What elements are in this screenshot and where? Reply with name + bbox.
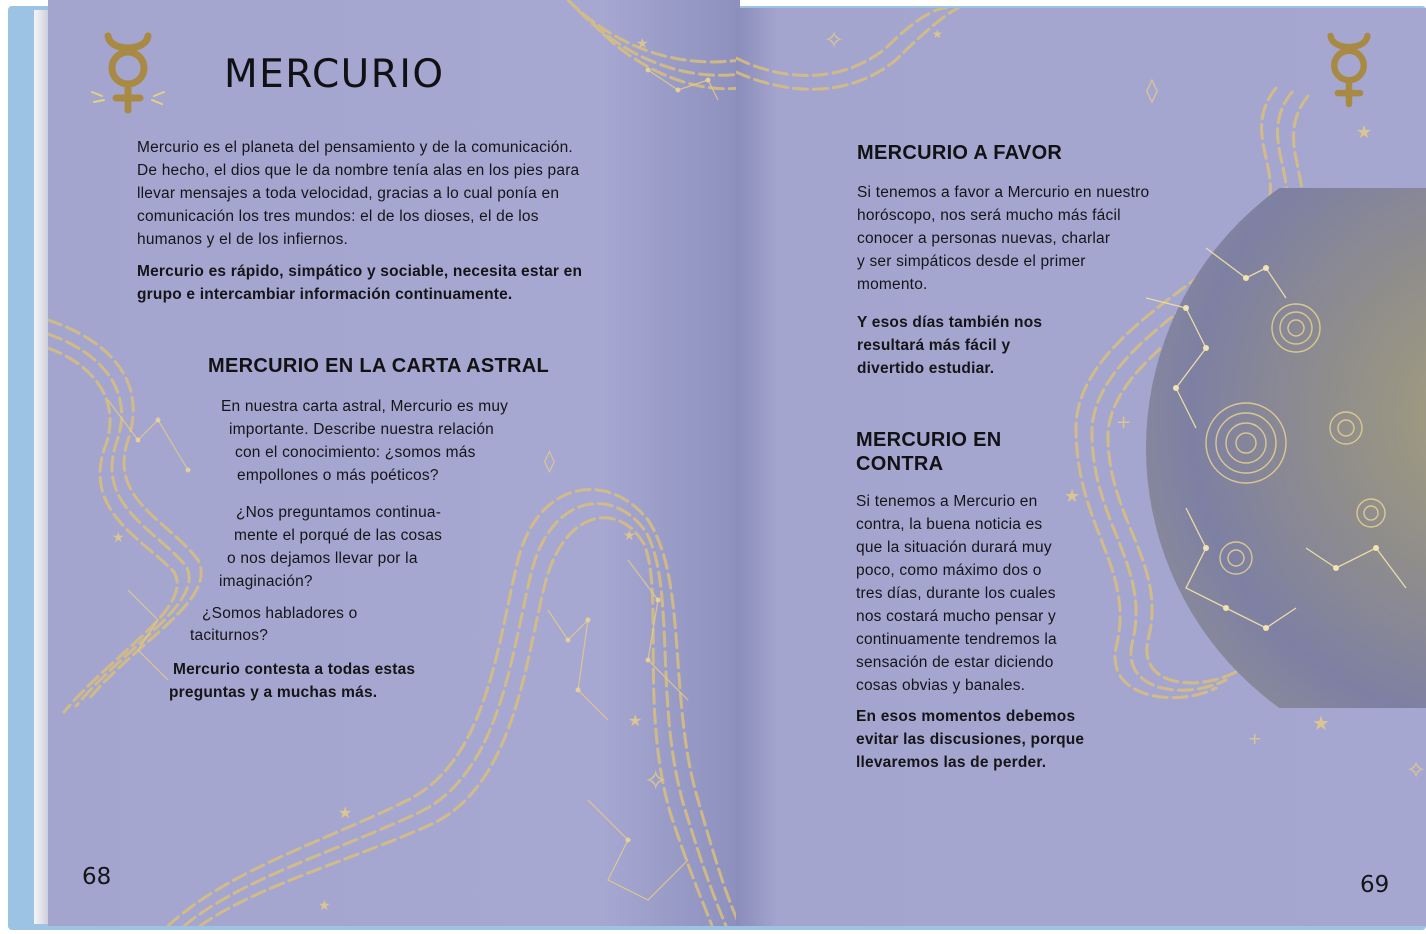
text-line: con el conocimiento: ¿somos más: [235, 444, 476, 461]
svg-text:★: ★: [112, 530, 125, 546]
heading-line: MERCURIO EN: [856, 429, 1002, 451]
text-line: taciturnos?: [190, 627, 269, 644]
text-line: Mercurio contesta a todas estas: [173, 661, 416, 678]
text-line: poco, como máximo dos o: [856, 562, 1042, 579]
page-number-right: 69: [1360, 872, 1390, 898]
svg-text:+: +: [1248, 729, 1262, 748]
text-line: empollones o más poéticos?: [237, 467, 439, 484]
text-line: horóscopo, nos será mucho más fácil: [857, 207, 1121, 224]
text-line: evitar las discusiones, porque: [856, 731, 1085, 748]
text-line: continuamente tendremos la: [856, 631, 1057, 648]
text-line: En nuestra carta astral, Mercurio es muy: [221, 398, 509, 415]
text-line: mente el porqué de las cosas: [234, 527, 443, 544]
text-line: nos costará mucho pensar y: [856, 608, 1056, 625]
svg-text:◊: ◊: [1146, 76, 1158, 104]
text-line: ¿Nos preguntamos continua-: [236, 504, 442, 521]
svg-text:+: +: [1116, 412, 1132, 433]
text-line: que la situación durará muy: [856, 539, 1052, 556]
left-page: [48, 0, 740, 926]
svg-text:✧: ✧: [824, 26, 845, 54]
contra-bold-paragraph: [856, 705, 1116, 774]
svg-text:★: ★: [623, 528, 636, 544]
text-line: cosas obvias y banales.: [856, 677, 1026, 694]
text-line: Si tenemos a Mercurio en: [856, 493, 1038, 510]
right-page: [736, 8, 1426, 926]
svg-text:★: ★: [628, 711, 643, 730]
text-line: llevar mensajes a toda velocidad, gracias a lo cual ponía en: [137, 185, 560, 202]
text-line: grupo e intercambiar información continuamente.: [137, 286, 513, 303]
svg-text:★: ★: [1064, 486, 1081, 507]
text-line: contra, la buena noticia es: [856, 516, 1043, 533]
text-line: tres días, durante los cuales: [856, 585, 1056, 602]
svg-text:★: ★: [932, 27, 943, 41]
text-line: momento.: [857, 276, 928, 293]
text-line: Mercurio es el planeta del pensamiento y de la comunicación.: [137, 139, 573, 156]
section-heading-carta-astral: MERCURIO EN LA CARTA ASTRAL: [208, 355, 550, 377]
text-line: conocer a personas nuevas, charlar: [857, 230, 1111, 247]
text-line: divertido estudiar.: [857, 360, 995, 377]
section-heading-a-favor: MERCURIO A FAVOR: [857, 142, 1063, 164]
text-line: Mercurio es rápido, simpático y sociable, necesita estar en: [137, 263, 583, 280]
text-line: sensación de estar diciendo: [856, 654, 1054, 671]
svg-text:★: ★: [318, 898, 331, 914]
text-line: y ser simpáticos desde el primer: [857, 253, 1086, 270]
mercury-symbol-icon: [90, 30, 166, 118]
svg-text:✧: ✧: [1406, 756, 1426, 784]
text-line: ¿Somos habladores o: [202, 605, 358, 622]
mercury-symbol-icon-right: [1314, 26, 1384, 116]
favor-bold-paragraph: [857, 311, 1117, 380]
text-line: comunicación los tres mundos: el de los dioses, el de los: [137, 208, 539, 225]
svg-text:★: ★: [636, 36, 649, 52]
heading-line: CONTRA: [856, 453, 944, 475]
text-line: imaginación?: [219, 573, 313, 590]
section-heading-en-contra: [856, 428, 1002, 476]
text-line: Si tenemos a favor a Mercurio en nuestro: [857, 184, 1150, 201]
text-line: humanos y el de los infiernos.: [137, 231, 349, 248]
intro-bold-paragraph: [137, 260, 697, 306]
contra-paragraph: [856, 490, 1116, 697]
text-line: De hecho, el dios que le da nombre tenía alas en los pies para: [137, 162, 580, 179]
text-line: Y esos días también nos: [857, 314, 1043, 331]
favor-paragraph: [857, 181, 1187, 296]
planet-illustration: [1146, 188, 1426, 708]
text-line: resultará más fácil y: [857, 337, 1011, 354]
svg-text:✧: ✧: [644, 764, 668, 797]
text-line: importante. Describe nuestra relación: [229, 421, 494, 438]
intro-paragraph: [137, 136, 697, 251]
text-line: llevaremos las de perder.: [856, 754, 1047, 771]
svg-text:★: ★: [338, 803, 353, 822]
text-line: En esos momentos debemos: [856, 708, 1076, 725]
page-title: MERCURIO: [224, 52, 445, 97]
text-line: preguntas y a muchas más.: [169, 684, 378, 701]
svg-text:◊: ◊: [544, 449, 555, 474]
svg-text:★: ★: [1312, 711, 1330, 735]
text-line: o nos dejamos llevar por la: [227, 550, 418, 567]
page-number-left: 68: [82, 864, 112, 890]
svg-text:★: ★: [1356, 122, 1373, 143]
